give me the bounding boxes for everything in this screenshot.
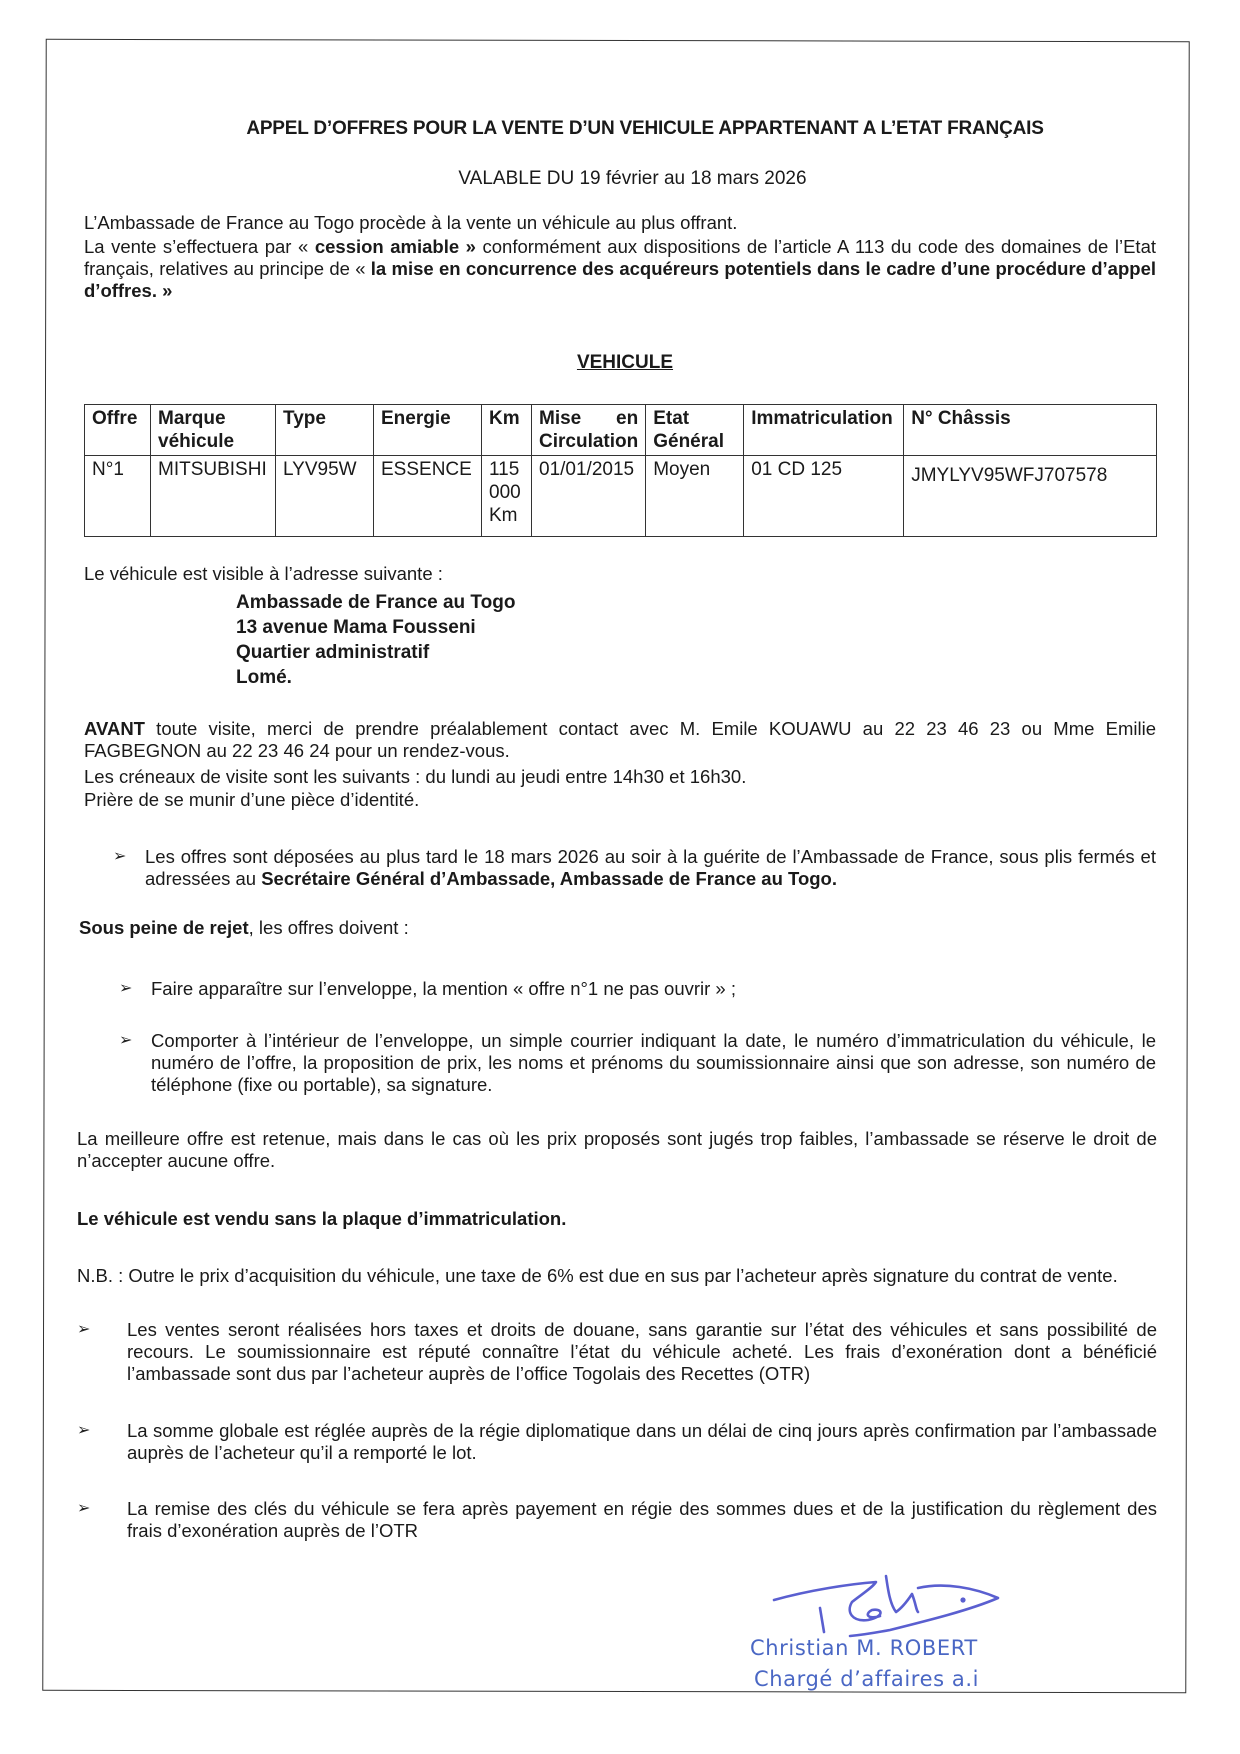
deposit-bullet: [113, 846, 1156, 890]
signatory-name: Christian M. ROBERT: [750, 1636, 978, 1660]
requirement-text: Comporter à l’intérieur de l’enveloppe, un simple courrier indiquant la date, le numéro d’immatriculation du véhicule, le numéro de l’offre, la proposition de prix, les noms et prénoms du soumissionnaire ainsi que son adresse, son numéro de téléphone (fixe ou portable), sa signature.: [151, 1030, 1156, 1095]
intro-paragraph: [84, 236, 1156, 302]
intro-close-quote: »: [156, 280, 173, 301]
header-type: Type: [276, 405, 374, 456]
condition-item-2: [77, 1420, 1157, 1464]
validity-period: VALABLE DU 19 février au 18 mars 2026: [458, 168, 807, 189]
table-header-row: [85, 405, 1157, 456]
arrow-bullet-icon: ➢: [113, 848, 127, 865]
header-etat-general: Etat Général: [646, 405, 744, 456]
visit-id-note: Prière de se munir d’une pièce d’identité.: [84, 789, 420, 810]
address-line: Lomé.: [236, 667, 292, 688]
arrow-bullet-icon: ➢: [119, 980, 133, 997]
intro-bold-principle: la mise en concurrence des acquéreurs potentiels dans le cadre d’une procédure d’appel d’offres.: [84, 258, 1157, 301]
requirement-item-1: [119, 978, 1156, 1000]
condition-item-3: [77, 1498, 1157, 1542]
cell-immatriculation: 01 CD 125: [744, 456, 904, 537]
handwritten-signature-icon: [740, 1560, 1040, 1630]
deposit-recipient: Secrétaire Général d’Ambassade, Ambassade de France au Togo.: [261, 868, 837, 889]
intro-bold-cession: cession amiable »: [314, 236, 476, 257]
intro-text-2: conformément aux dispositions de l’article A 113 du code des domaines de l’Etat français, relatives au principe de «: [84, 236, 1156, 279]
cell-marque: MITSUBISHI: [151, 456, 276, 537]
intro-text: La vente s’effectuera par «: [84, 236, 315, 257]
address-line: Ambassade de France au Togo: [236, 592, 516, 613]
cell-offre: N°1: [85, 456, 151, 537]
requirement-text: Faire apparaître sur l’enveloppe, la mention « offre n°1 ne pas ouvrir » ;: [151, 978, 736, 999]
visit-contact-paragraph: [84, 718, 1156, 762]
header-mise-en-circulation: Mise en Circulation: [532, 405, 646, 456]
signatory-role: Chargé d’affaires a.i: [754, 1667, 980, 1691]
condition-text: La remise des clés du véhicule se fera après payement en régie des sommes dues et de la justification du règlement des frais d’exonération auprès de l’OTR: [127, 1498, 1157, 1541]
address-line: Quartier administratif: [236, 642, 430, 663]
visit-bold-avant: AVANT: [84, 718, 145, 739]
arrow-bullet-icon: ➢: [77, 1500, 91, 1517]
header-km: Km: [482, 405, 532, 456]
visit-contact-text: toute visite, merci de prendre préalablement contact avec M. Emile KOUAWU au 22 23 46 23 ou Mme Emilie FAGBEGNON au 22 23 46 24 pour un rendez-vous.: [84, 718, 1156, 761]
requirements-lead-text: , les offres doivent :: [248, 917, 409, 938]
vehicle-table: [84, 404, 1157, 537]
condition-text: La somme globale est réglée auprès de la régie diplomatique dans un délai de cinq jours après confirmation par l’ambassade auprès de l’acheteur qu’il a remporté le lot.: [127, 1420, 1157, 1463]
no-plate-notice: Le véhicule est vendu sans la plaque d’immatriculation.: [77, 1208, 567, 1229]
arrow-bullet-icon: ➢: [77, 1422, 91, 1439]
requirement-item-2: [119, 1030, 1156, 1096]
header-marque: Marque véhicule: [151, 405, 276, 456]
address-block: [236, 590, 515, 690]
requirements-bold: Sous peine de rejet: [79, 917, 249, 938]
header-chassis: N° Châssis: [904, 405, 1157, 456]
header-immatriculation: Immatriculation: [744, 405, 904, 456]
cell-km: 115 000 Km: [482, 456, 532, 537]
cell-type: LYV95W: [276, 456, 374, 537]
best-offer-paragraph: La meilleure offre est retenue, mais dans le cas où les prix proposés sont jugés trop faibles, l’ambassade se réserve le droit de n’accepter aucune offre.: [77, 1128, 1157, 1171]
cell-etat-general: Moyen: [646, 456, 744, 537]
header-offre: Offre: [85, 405, 151, 456]
cell-energie: ESSENCE: [374, 456, 482, 537]
header-energie: Energie: [374, 405, 482, 456]
section-title-vehicule: VEHICULE: [576, 352, 674, 373]
condition-text: Les ventes seront réalisées hors taxes et droits de douane, sans garantie sur l’état des véhicules et sans possibilité de recours. Le soumissionnaire est réputé connaître l’état du véhicule acheté. Les frais d’exonération dont a bénéficié l’ambassade sont dus par l’acheteur auprès de l’office Togolais des Recettes (OTR): [127, 1319, 1157, 1384]
address-intro: Le véhicule est visible à l’adresse suivante :: [84, 563, 443, 584]
requirements-lead: [79, 917, 409, 939]
intro-line-1: L’Ambassade de France au Togo procède à la vente un véhicule au plus offrant.: [84, 212, 738, 233]
nb-tax-notice: N.B. : Outre le prix d’acquisition du véhicule, une taxe de 6% est due en sus par l’acheteur après signature du contrat de vente.: [77, 1265, 1118, 1286]
condition-item-1: [77, 1319, 1157, 1385]
arrow-bullet-icon: ➢: [77, 1321, 91, 1338]
cell-mise-en-circulation: 01/01/2015: [532, 456, 646, 537]
cell-chassis: JMYLYV95WFJ707578: [904, 456, 1157, 537]
deposit-text: Les offres sont déposées au plus tard le 18 mars 2026 au soir à la guérite de l’Ambassade de France, sous plis fermés et adressées au: [145, 846, 1156, 889]
address-line: 13 avenue Mama Fousseni: [236, 617, 476, 638]
visit-slots: Les créneaux de visite sont les suivants : du lundi au jeudi entre 14h30 et 16h30.: [84, 766, 747, 787]
arrow-bullet-icon: ➢: [119, 1032, 133, 1049]
document-title: APPEL D’OFFRES POUR LA VENTE D’UN VEHICULE APPARTENANT A L’ETAT FRANÇAIS: [246, 118, 1044, 139]
table-row: [85, 456, 1157, 537]
